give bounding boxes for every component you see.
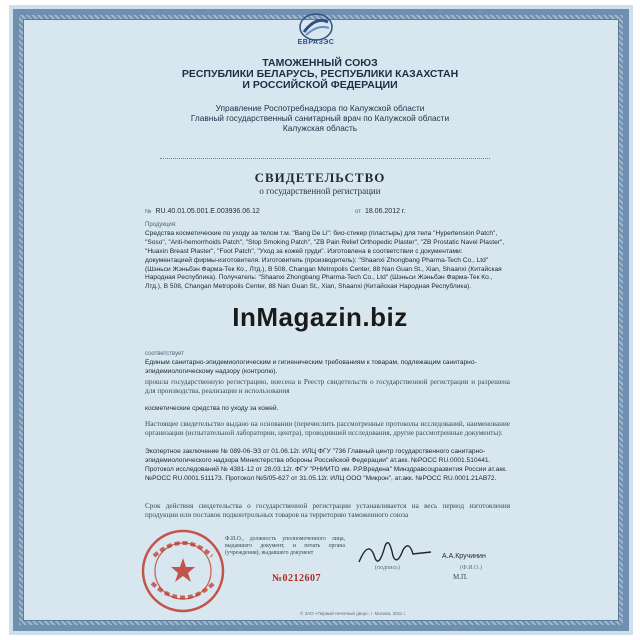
- registration-number: [145, 208, 260, 215]
- company-seal-icon: [140, 528, 226, 614]
- registration-number-value: RU.40.01.05.001.Е.003936.06.12: [155, 208, 260, 215]
- eurasec-logo-icon: [298, 12, 334, 42]
- compliance-section: [145, 350, 510, 377]
- union-line-3: И РОССИЙСКОЙ ФЕДЕРАЦИИ: [242, 79, 398, 91]
- basis-intro: Настоящее свидетельство выдано на основании (перечислить рассмотренные протоколы исследований, наименование организации (испытательной лаборатории, центра), проводившей исследования, другие рассмотренные документы):: [145, 420, 510, 437]
- validity-text: Срок действия свидетельства о государственной регистрации устанавливается на весь период изготовления продукции или поставок подконтрольных товаров на территорию таможенного союза: [145, 502, 510, 519]
- signature-caption: (подпись): [375, 565, 400, 571]
- authority-line-2: Главный государственный санитарный врач по Калужской области: [190, 113, 450, 123]
- usage-text: косметические средства по уходу за кожей.: [145, 405, 279, 412]
- signer-name: А.А.Кручинин: [442, 553, 486, 560]
- signatory-caption: Ф.И.О., должность уполномоченного лица, выдавшего документ, и печать органа (учреждения), выдавшего документ: [225, 536, 345, 556]
- certificate-subtitle: о государственной регистрации: [259, 186, 381, 196]
- registration-date: [355, 208, 406, 215]
- seal-place-label: М.П.: [453, 573, 468, 581]
- basis-text: Экспертное заключение № 089-06-ЭЗ от 01.06.12г. ИЛЦ ФГУ "736 Главный центр государственного санитарно-эпидемиологического надзора Министерства обороны Российской Федерации" ат.акк. №РОСС RU.0001.510441. Протокол исследований № 4381-12 от 28.03.12г. ФГУ "РНИИТО им. Р.Р.Вредена" Минздравсоцразвития России ат.акк. №РОСС RU.0001.511173. Протокол №5/05-627 от 31.05.12г. ИЛЦ ООО "Микрон", ат.акк. №РОСС RU.0001.21АВ72.: [145, 448, 507, 482]
- product-label: Продукция:: [145, 222, 177, 228]
- form-serial-number: №0212607: [272, 573, 322, 584]
- union-line-2: РЕСПУБЛИКИ БЕЛАРУСЬ, РЕСПУБЛИКИ КАЗАХСТАН: [181, 68, 459, 80]
- eurasec-logo-text: ЕВРАЗЭС: [297, 39, 335, 46]
- registration-date-value: 18.06.2012 г.: [364, 208, 406, 215]
- authority-underline: [160, 158, 490, 159]
- certificate-title: СВИДЕТЕЛЬСТВО: [254, 170, 386, 185]
- registration-number-label: №: [145, 209, 152, 215]
- authority-line-1: Управление Роспотребнадзора по Калужской области: [215, 103, 425, 113]
- compliance-text: Единым санитарно-эпидемиологическим и гигиеническим требованиям к товарам, подлежащим санитарно-эпидемиологическому надзору (контролю).: [145, 358, 477, 375]
- watermark: InMagazin.biz: [232, 302, 408, 332]
- compliance-label: соответствует: [145, 351, 184, 357]
- registration-passed-text: прошла государственную регистрацию, внесена в Реестр свидетельств о государственной регистрации и разрешена для производства, реализации и использования: [145, 378, 510, 395]
- name-caption: (Ф.И.О.): [460, 565, 482, 571]
- registration-date-label: от: [355, 209, 361, 215]
- printer-footer: © ЗАО «Первый печатный двор», г. Москва, 2011 г.: [300, 611, 406, 616]
- product-text: Средства косметические по уходу за телом т.м. "Bang De Li": био-стикер (пластырь) для тела "Hypertension Patch", "Soso", "Anti-hemorrhoids Patch", "Stop Smoking Patch", "ZB Pain Relief Orthopedic Plaster", "ZB Prostatic Navel Plaster", "Huaxin Breast Plaster", "Foot Patch", "Уход за кожей груди". Изготовлена в соответствии с документами: документацией фирмы-изготовителя. Изготовитель (производитель): "Shaanxi Zhongbang Pharma-Tech Co., Ltd" (Шэньси Жэньбэн Фарма-Тек Ко., Лтд.), В 508, Changan Metropolis Center, 88 Nan Guan St., Xian, Shaanxi (Китайская Народная Республика). Получатель: "Shaanxi Zhongbang Pharma-Tech Co., Ltd" (Шэньси Жэньбэн Фарма-Тек Ко., Лтд.), В 508, Changan Metropolis Center, 88 Nan Guan St., Xian, Shaanxi (Китайская Народная Республика).: [145, 229, 505, 291]
- authority-line-3: Калужская область: [282, 123, 358, 133]
- union-line-1: ТАМОЖЕННЫЙ СОЮЗ: [262, 57, 378, 69]
- product-section: [145, 221, 510, 292]
